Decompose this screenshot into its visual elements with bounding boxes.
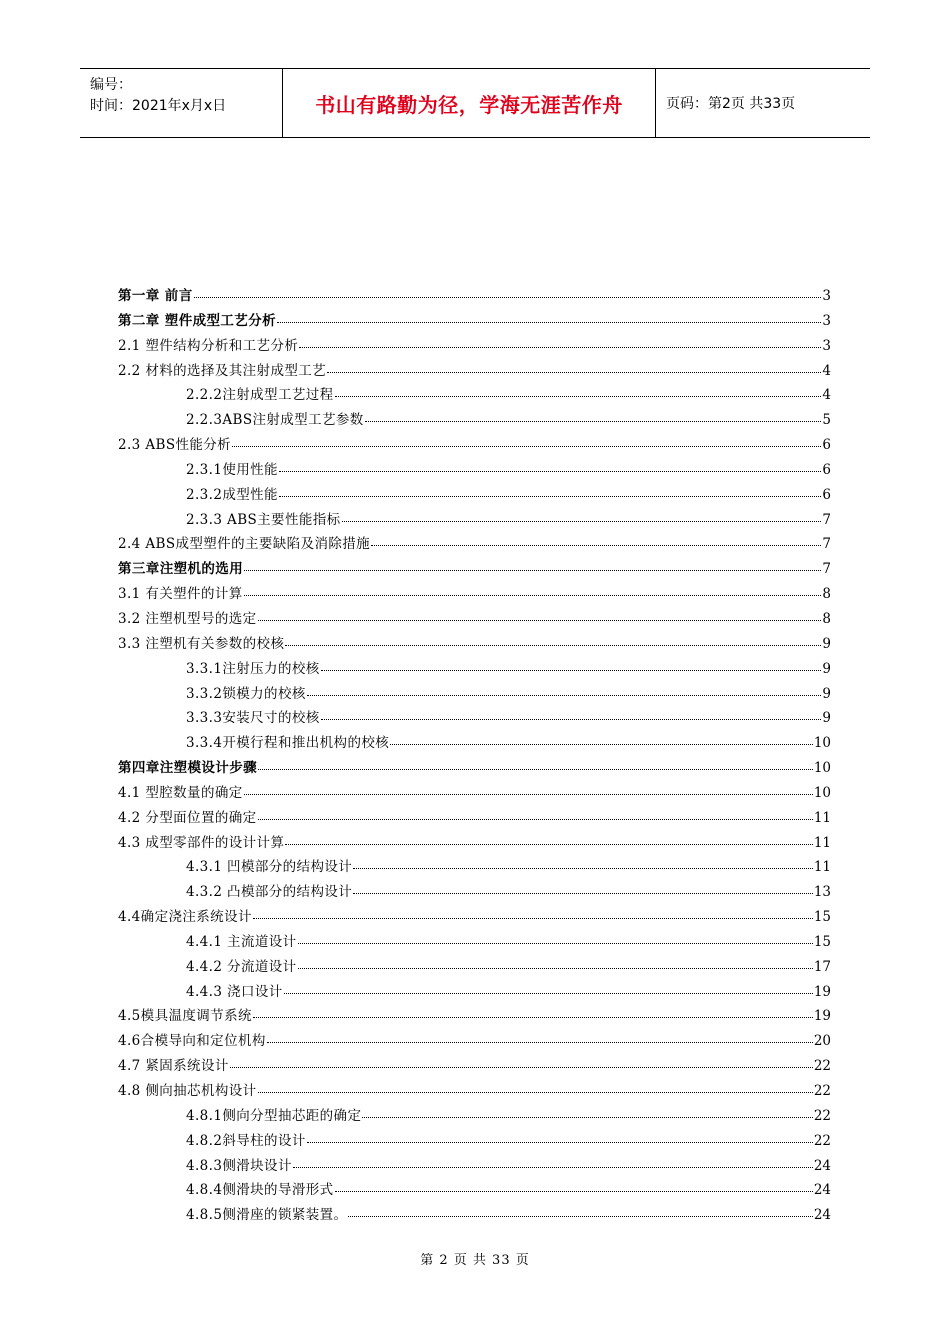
- toc-entry-page: 11: [813, 859, 831, 876]
- toc-entry-page: 15: [813, 933, 831, 950]
- toc-entry-title: 4.4.3 浇口设计: [186, 983, 283, 1000]
- toc-entry[interactable]: [118, 1029, 831, 1054]
- toc-dot-leader: [284, 992, 813, 994]
- toc-entry-page: 13: [813, 884, 831, 901]
- toc-entry-title: 2.3.3 ABS主要性能指标: [186, 511, 341, 528]
- toc-entry[interactable]: [118, 731, 831, 756]
- toc-dot-leader: [253, 917, 813, 919]
- toc-entry-title: 3.3.3安装尺寸的校核: [186, 710, 320, 727]
- toc-entry-title: 4.5模具温度调节系统: [118, 1008, 252, 1025]
- toc-entry-title: 2.2 材料的选择及其注射成型工艺: [118, 362, 327, 379]
- toc-entry-title: 3.3 注塑机有关参数的校核: [118, 635, 285, 652]
- toc-entry[interactable]: [118, 458, 831, 483]
- page-footer: 第 2 页 共 33 页: [420, 1253, 530, 1268]
- toc-entry[interactable]: [118, 284, 831, 309]
- toc-entry[interactable]: [118, 532, 831, 557]
- toc-dot-leader: [365, 420, 822, 422]
- toc-entry[interactable]: [118, 980, 831, 1005]
- toc-dot-leader: [353, 892, 813, 894]
- toc-entry-title: 2.2.2注射成型工艺过程: [186, 387, 334, 404]
- toc-entry[interactable]: [118, 408, 831, 433]
- toc-dot-leader: [258, 1091, 813, 1093]
- toc-dot-leader: [353, 867, 813, 869]
- toc-entry-title: 4.8.4侧滑块的导滑形式: [186, 1182, 334, 1199]
- toc-entry-page: 19: [813, 1008, 831, 1025]
- toc-entry-title: 第一章 前言: [118, 288, 193, 304]
- toc-entry-page: 7: [822, 561, 831, 578]
- toc-dot-leader: [258, 818, 813, 820]
- toc-entry[interactable]: [118, 756, 831, 781]
- toc-entry-title: 2.3.1使用性能: [186, 461, 278, 478]
- toc-entry[interactable]: [118, 1004, 831, 1029]
- toc-entry[interactable]: [118, 781, 831, 806]
- toc-entry-title: 4.3.1 凹模部分的结构设计: [186, 859, 353, 876]
- toc-dot-leader: [335, 395, 822, 397]
- toc-entry-page: 6: [822, 437, 831, 454]
- toc-dot-leader: [342, 520, 822, 522]
- toc-entry-page: 6: [822, 486, 831, 503]
- toc-entry[interactable]: [118, 483, 831, 508]
- toc-entry-page: 3: [822, 288, 831, 304]
- toc-dot-leader: [299, 346, 821, 348]
- toc-dot-leader: [244, 569, 821, 571]
- toc-entry-title: 第四章注塑模设计步骤: [118, 760, 257, 777]
- toc-entry-page: 3: [822, 312, 831, 329]
- table-of-contents: [118, 284, 831, 1228]
- toc-dot-leader: [258, 768, 813, 770]
- toc-dot-leader: [285, 644, 821, 646]
- toc-entry-page: 8: [822, 586, 831, 603]
- toc-entry-page: 10: [813, 760, 831, 777]
- toc-entry-title: 2.3.2成型性能: [186, 486, 278, 503]
- toc-entry-title: 2.1 塑件结构分析和工艺分析: [118, 337, 299, 354]
- toc-entry-page: 3: [822, 337, 831, 354]
- toc-entry[interactable]: [118, 309, 831, 334]
- toc-entry-page: 8: [822, 610, 831, 627]
- toc-dot-leader: [321, 669, 822, 671]
- toc-dot-leader: [307, 694, 822, 696]
- toc-entry[interactable]: [118, 383, 831, 408]
- toc-entry-page: 6: [822, 461, 831, 478]
- toc-entry-page: 9: [822, 660, 831, 677]
- toc-entry-title: 4.2 分型面位置的确定: [118, 809, 257, 826]
- toc-entry-page: 11: [813, 809, 831, 826]
- toc-entry[interactable]: [118, 905, 831, 930]
- toc-dot-leader: [390, 743, 813, 745]
- toc-entry[interactable]: [118, 855, 831, 880]
- toc-dot-leader: [244, 594, 822, 596]
- toc-entry-title: 4.1 型腔数量的确定: [118, 784, 243, 801]
- toc-entry[interactable]: [118, 955, 831, 980]
- toc-entry-page: 4: [822, 362, 831, 379]
- toc-dot-leader: [307, 1141, 813, 1143]
- toc-entry-page: 24: [813, 1182, 831, 1199]
- toc-entry-title: 3.2 注塑机型号的选定: [118, 610, 257, 627]
- toc-entry-title: 3.3.2锁模力的校核: [186, 685, 306, 702]
- toc-entry[interactable]: [118, 1178, 831, 1203]
- toc-entry-page: 24: [813, 1207, 831, 1224]
- toc-entry[interactable]: [118, 557, 831, 582]
- toc-entry-title: 2.4 ABS成型塑件的主要缺陷及消除措施: [118, 536, 371, 553]
- toc-dot-leader: [362, 1116, 812, 1118]
- toc-entry-page: 24: [813, 1157, 831, 1174]
- toc-entry-page: 11: [813, 834, 831, 851]
- toc-dot-leader: [327, 371, 821, 373]
- toc-entry-page: 19: [813, 983, 831, 1000]
- toc-entry-title: 3.3.4开模行程和推出机构的校核: [186, 735, 390, 752]
- toc-entry-title: 4.3 成型零部件的设计计算: [118, 834, 285, 851]
- toc-entry[interactable]: [118, 880, 831, 905]
- toc-entry-page: 22: [813, 1107, 831, 1124]
- toc-entry-page: 4: [822, 387, 831, 404]
- toc-entry-page: 7: [822, 536, 831, 553]
- toc-entry[interactable]: [118, 930, 831, 955]
- toc-dot-leader: [285, 843, 812, 845]
- toc-entry-page: 17: [813, 958, 831, 975]
- toc-entry-page: 7: [822, 511, 831, 528]
- toc-dot-leader: [253, 1016, 813, 1018]
- toc-entry[interactable]: [118, 831, 831, 856]
- toc-entry-title: 4.3.2 凸模部分的结构设计: [186, 884, 353, 901]
- toc-dot-leader: [279, 470, 821, 472]
- toc-entry[interactable]: [118, 508, 831, 533]
- toc-entry-page: 22: [813, 1083, 831, 1099]
- toc-entry-title: 4.8.5侧滑座的锁紧装置。: [186, 1207, 348, 1224]
- toc-entry-title: 4.8.2斜导柱的设计: [186, 1132, 306, 1149]
- toc-dot-leader: [335, 1190, 813, 1192]
- toc-entry-title: 3.3.1注射压力的校核: [186, 660, 320, 677]
- toc-entry-page: 10: [813, 735, 831, 752]
- toc-entry-page: 10: [813, 784, 831, 801]
- toc-entry-title: 第三章注塑机的选用: [118, 561, 244, 578]
- toc-entry-page: 9: [822, 685, 831, 702]
- toc-dot-leader: [194, 296, 822, 298]
- toc-entry-title: 4.8.3侧滑块设计: [186, 1157, 292, 1174]
- toc-entry-page: 5: [822, 412, 831, 429]
- toc-entry-title: 4.7 紧固系统设计: [118, 1058, 229, 1075]
- toc-entry[interactable]: [118, 632, 831, 657]
- toc-entry-page: 22: [813, 1132, 831, 1149]
- toc-entry-title: 2.3 ABS性能分析: [118, 437, 232, 454]
- toc-entry[interactable]: [118, 1154, 831, 1179]
- toc-entry[interactable]: [118, 433, 831, 458]
- toc-entry[interactable]: [118, 1079, 831, 1104]
- toc-entry[interactable]: [118, 582, 831, 607]
- toc-entry-page: 22: [813, 1058, 831, 1075]
- header-meta: [80, 69, 283, 137]
- toc-entry[interactable]: [118, 682, 831, 707]
- toc-entry[interactable]: [118, 607, 831, 632]
- toc-entry[interactable]: [118, 1129, 831, 1154]
- toc-entry-title: 4.6合模导向和定位机构: [118, 1033, 266, 1050]
- toc-dot-leader: [232, 445, 821, 447]
- toc-entry-title: 4.4.1 主流道设计: [186, 933, 297, 950]
- toc-entry-page: 9: [822, 635, 831, 652]
- toc-entry-title: 第二章 塑件成型工艺分析: [118, 312, 276, 329]
- toc-entry[interactable]: [118, 657, 831, 682]
- toc-dot-leader: [293, 1166, 813, 1168]
- toc-dot-leader: [230, 1066, 813, 1068]
- page-header: [80, 68, 870, 138]
- toc-entry-page: 15: [813, 909, 831, 926]
- toc-entry[interactable]: [118, 1054, 831, 1079]
- toc-entry-title: 2.2.3ABS注射成型工艺参数: [186, 412, 364, 429]
- toc-dot-leader: [371, 544, 821, 546]
- toc-dot-leader: [258, 619, 822, 621]
- document-date: 时间：2021年x月x日: [90, 98, 227, 114]
- toc-entry[interactable]: [118, 706, 831, 731]
- toc-entry-title: 4.8 侧向抽芯机构设计: [118, 1083, 257, 1099]
- toc-entry-page: 9: [822, 710, 831, 727]
- toc-dot-leader: [321, 718, 822, 720]
- toc-entry[interactable]: [118, 359, 831, 384]
- toc-dot-leader: [348, 1215, 812, 1217]
- toc-entry-title: 4.4确定浇注系统设计: [118, 909, 252, 926]
- toc-entry[interactable]: [118, 1203, 831, 1228]
- document-number-label: 编号：: [90, 77, 132, 93]
- toc-dot-leader: [244, 793, 813, 795]
- header-motto: 书山有路勤为径，学海无涯苦作舟: [283, 69, 656, 137]
- toc-dot-leader: [298, 942, 813, 944]
- toc-entry-title: 4.8.1侧向分型抽芯距的确定: [186, 1107, 362, 1124]
- toc-entry-page: 20: [813, 1033, 831, 1050]
- toc-dot-leader: [298, 967, 813, 969]
- toc-dot-leader: [279, 495, 821, 497]
- toc-dot-leader: [267, 1041, 813, 1043]
- toc-entry-title: 4.4.2 分流道设计: [186, 958, 297, 975]
- toc-entry[interactable]: [118, 334, 831, 359]
- header-page-info: 页码：第2页 共33页: [666, 96, 796, 112]
- toc-entry-title: 3.1 有关塑件的计算: [118, 586, 243, 603]
- toc-entry[interactable]: [118, 806, 831, 831]
- toc-entry[interactable]: [118, 1104, 831, 1129]
- toc-dot-leader: [277, 321, 821, 323]
